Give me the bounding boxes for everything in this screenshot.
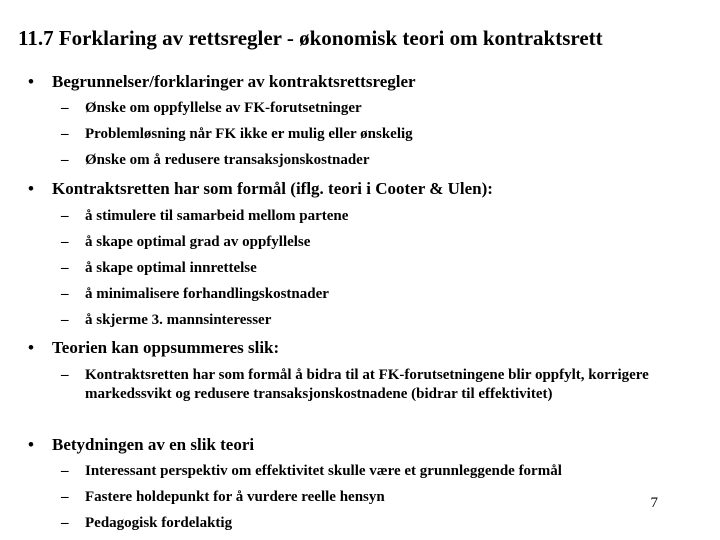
list-item: – Problemløsning når FK ikke er mulig eller ønskelig	[61, 126, 413, 142]
bullet-point	[0, 72, 720, 92]
bullet-text: Teorien kan oppsummeres slik:	[52, 338, 280, 357]
list-item: – Ønske om å redusere transaksjonskostnader	[61, 152, 370, 168]
dash-icon: –	[61, 152, 69, 168]
sub-list	[0, 462, 720, 533]
bullet-dot-icon: •	[28, 435, 34, 454]
bullet-text: Begrunnelser/forklaringer av kontraktsrettsregler	[52, 72, 416, 91]
section-significance	[0, 435, 720, 533]
bullet-point	[0, 179, 720, 199]
list-item: – å skape optimal grad av oppfyllelse	[61, 234, 311, 250]
bullet-text: Kontraktsretten har som formål (iflg. teori i Cooter & Ulen):	[52, 179, 493, 198]
dash-icon: –	[61, 367, 69, 383]
page-number: 7	[650, 495, 658, 511]
dash-icon: –	[61, 286, 69, 302]
dash-icon: –	[61, 126, 69, 142]
bullet-dot-icon: •	[28, 179, 34, 198]
dash-icon: –	[61, 489, 69, 505]
list-item: – Interessant perspektiv om effektivitet skulle være et grunnleggende formål	[61, 463, 562, 479]
dash-icon: –	[61, 234, 69, 250]
list-item: – Kontraktsretten har som formål å bidra til at FK-forutsetningene blir oppfylt, korrigere markedssvikt og redusere transaksjonskostnadene (bidrar til effektivitet)	[61, 367, 649, 402]
list-item: – å minimalisere forhandlingskostnader	[61, 286, 329, 302]
list-item: – Fastere holdepunkt for å vurdere reelle hensyn	[61, 489, 385, 505]
bullet-point	[0, 338, 720, 358]
list-item: – Pedagogisk fordelaktig	[61, 515, 233, 531]
section-summary	[0, 338, 720, 404]
dash-icon: –	[61, 463, 69, 479]
list-item: – å stimulere til samarbeid mellom partene	[61, 208, 349, 224]
slide-title: 11.7 Forklaring av rettsregler - økonomisk teori om kontraktsrett	[18, 26, 603, 50]
sub-list	[0, 207, 720, 330]
section-purposes	[0, 179, 720, 330]
bullet-point	[0, 435, 720, 455]
dash-icon: –	[61, 515, 69, 531]
bullet-text: Betydningen av en slik teori	[52, 435, 255, 454]
list-item: – å skape optimal innrettelse	[61, 260, 257, 276]
dash-icon: –	[61, 208, 69, 224]
sub-list	[0, 366, 720, 404]
sub-list	[0, 99, 720, 170]
section-justifications	[0, 72, 720, 170]
list-item: – Ønske om oppfyllelse av FK-forutsetninger	[61, 100, 362, 116]
bullet-dot-icon: •	[28, 338, 34, 357]
list-item: – å skjerme 3. mannsinteresser	[61, 312, 272, 328]
bullet-dot-icon: •	[28, 72, 34, 91]
dash-icon: –	[61, 260, 69, 276]
dash-icon: –	[61, 312, 69, 328]
dash-icon: –	[61, 100, 69, 116]
